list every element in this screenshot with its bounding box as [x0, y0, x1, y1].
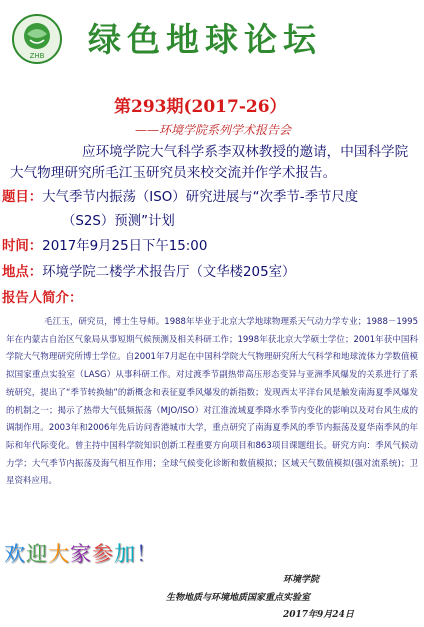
- bio-heading: 报告人简介：: [2, 291, 83, 306]
- place-label: 地点：: [2, 265, 43, 280]
- speaker-bio: [6, 314, 418, 491]
- footer-org1: 环境学院: [283, 575, 320, 585]
- welcome-char: 家: [70, 542, 92, 566]
- bio-heading-row: [2, 289, 82, 309]
- footer-date: 2017年9月24日: [283, 610, 354, 620]
- topic-label: 题目：: [2, 190, 43, 205]
- topic-row-cont: [62, 212, 175, 232]
- topic-row: [2, 188, 358, 208]
- time-value: 2017年9月25日下午15:00: [42, 239, 208, 254]
- welcome-char: 迎: [26, 542, 48, 566]
- topic-line2: （S2S）预测”计划: [62, 214, 175, 229]
- welcome-char: 加: [114, 542, 136, 566]
- forum-title: 绿色地球论坛: [88, 20, 322, 59]
- topic-line1: 大气季节内振荡（ISO）研究进展与“次季节-季节尺度: [42, 190, 359, 205]
- intro-text: 应环境学院大气科学系李双林教授的邀请，中国科学院大气物理研究所毛江玉研究员来校交流并作学术报告。: [10, 144, 409, 181]
- time-row: [2, 237, 207, 257]
- time-label: 时间：: [2, 239, 43, 254]
- place-value: 环境学院二楼学术报告厅（文华楼205室）: [42, 265, 296, 280]
- welcome-char: 大: [48, 542, 70, 566]
- issue-number: 第293期(2017-26）: [114, 97, 287, 117]
- footer-org2: 生物地质与环境地质国家重点实验室: [166, 593, 311, 603]
- series-subtitle: ——环境学院系列学术报告会: [135, 123, 292, 137]
- welcome-char: ！: [136, 542, 158, 566]
- bio-text: 毛江玉，研究员，博士生导师。1988年毕业于北京大学地球物理系天气动力学专业；1988－1995年在内蒙古自治区气象局从事短期气候预测及相关科研工作；1998年获北京大学硕士学位；2001年获中国科学院大气物理研究所博士学位。自2001年7月起在中国科学院大气物理研究所大气科学和地球流体力学数值模拟国家重点实验室（LASG）从事科研工作。对过渡季节副热带高压形态变异与亚洲季风爆发的关系进行了系统研究，提出了“季节转换轴”的新概念和表征夏季风爆发的新指数；发现西太平洋台风是触发南海夏季风爆发的机制之一；揭示了热带大气低频振荡（MJO/ISO）对江淮流域夏季降水季节内变化的影响以及对台风生成的调制作用。2003年和2006年先后访问香港城市大学，重点研究了南海夏季风的季节内振荡及夏华南季风的年际和年代际变化。曾主持中国科学院知识创新工程重要方向项目和863项目课题组长。研究方向：季风气候动力学；大气季节内振荡及海气相互作用；全球气候变化诊断和数值模拟；区域天气数值模拟(强对流系统)；卫星资料应用。: [6, 317, 418, 487]
- forum-logo-icon: [12, 14, 62, 64]
- welcome-message: [4, 538, 158, 568]
- logo-text: ZHB: [29, 52, 45, 60]
- place-row: [2, 263, 295, 283]
- intro-paragraph: [10, 142, 418, 184]
- welcome-char: 欢: [4, 542, 26, 566]
- welcome-char: 参: [92, 542, 114, 566]
